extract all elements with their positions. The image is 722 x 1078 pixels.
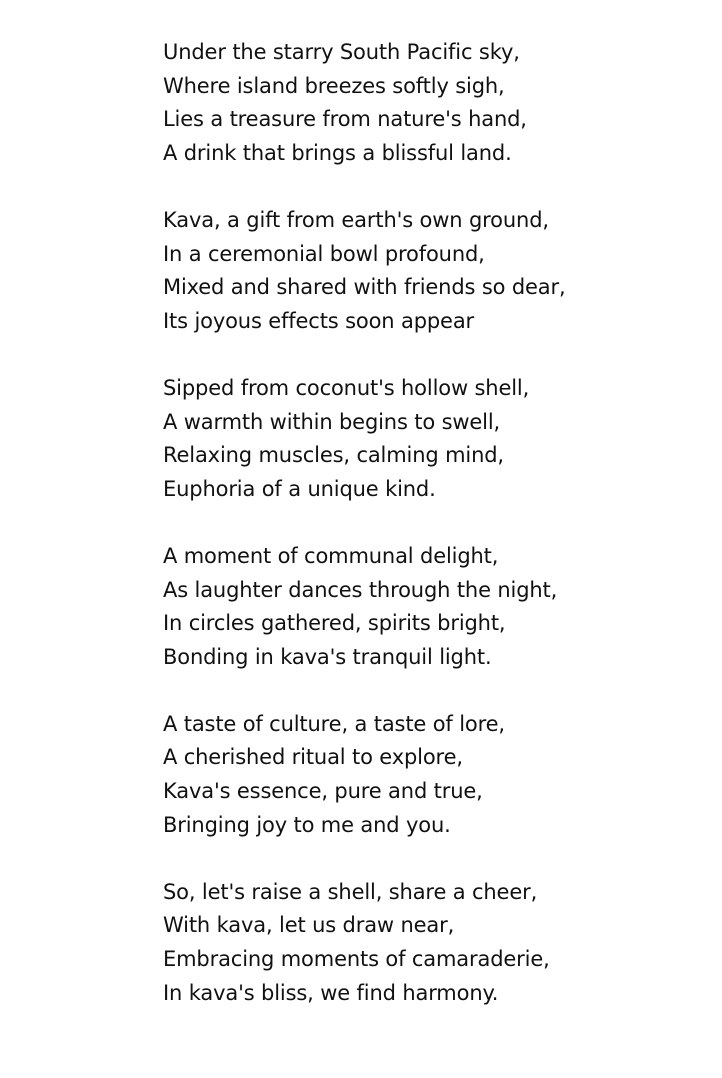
- poem-line: Mixed and shared with friends so dear,: [163, 275, 566, 300]
- poem-line: Bonding in kava's tranquil light.: [163, 644, 492, 669]
- poem-line: In kava's bliss, we find harmony.: [163, 980, 499, 1005]
- stanza-1: [163, 36, 708, 170]
- poem-line: Kava, a gift from earth's own ground,: [163, 207, 549, 232]
- poem-line: Where island breezes softly sigh,: [163, 73, 505, 98]
- poem-line: In a ceremonial bowl profound,: [163, 241, 485, 266]
- poem-line: A cherished ritual to explore,: [163, 745, 463, 770]
- stanza-6: [163, 876, 708, 1010]
- poem-line: Embracing moments of camaraderie,: [163, 947, 550, 972]
- poem-line: A moment of communal delight,: [163, 543, 499, 568]
- poem-line: Relaxing muscles, calming mind,: [163, 443, 504, 468]
- stanza-5: [163, 708, 708, 842]
- poem-line: Euphoria of a unique kind.: [163, 476, 436, 501]
- poem-line: So, let's raise a shell, share a cheer,: [163, 879, 538, 904]
- poem-line: In circles gathered, spirits bright,: [163, 611, 506, 636]
- poem-line: As laughter dances through the night,: [163, 577, 558, 602]
- poem-line: A drink that brings a blissful land.: [163, 140, 512, 165]
- poem-line: Its joyous effects soon appear: [163, 308, 475, 333]
- poem-line: Lies a treasure from nature's hand,: [163, 107, 527, 132]
- stanza-3: [163, 372, 708, 506]
- poem-line: Bringing joy to me and you.: [163, 812, 451, 837]
- poem-line: Kava's essence, pure and true,: [163, 779, 483, 804]
- poem-line: With kava, let us draw near,: [163, 913, 455, 938]
- poem-line: Under the starry South Pacific sky,: [163, 40, 520, 64]
- poem-line: A warmth within begins to swell,: [163, 409, 501, 434]
- stanza-2: [163, 204, 708, 338]
- poem-body: [163, 36, 708, 1010]
- poem-line: Sipped from coconut's hollow shell,: [163, 375, 530, 400]
- stanza-4: [163, 540, 708, 674]
- poem-line: A taste of culture, a taste of lore,: [163, 711, 505, 736]
